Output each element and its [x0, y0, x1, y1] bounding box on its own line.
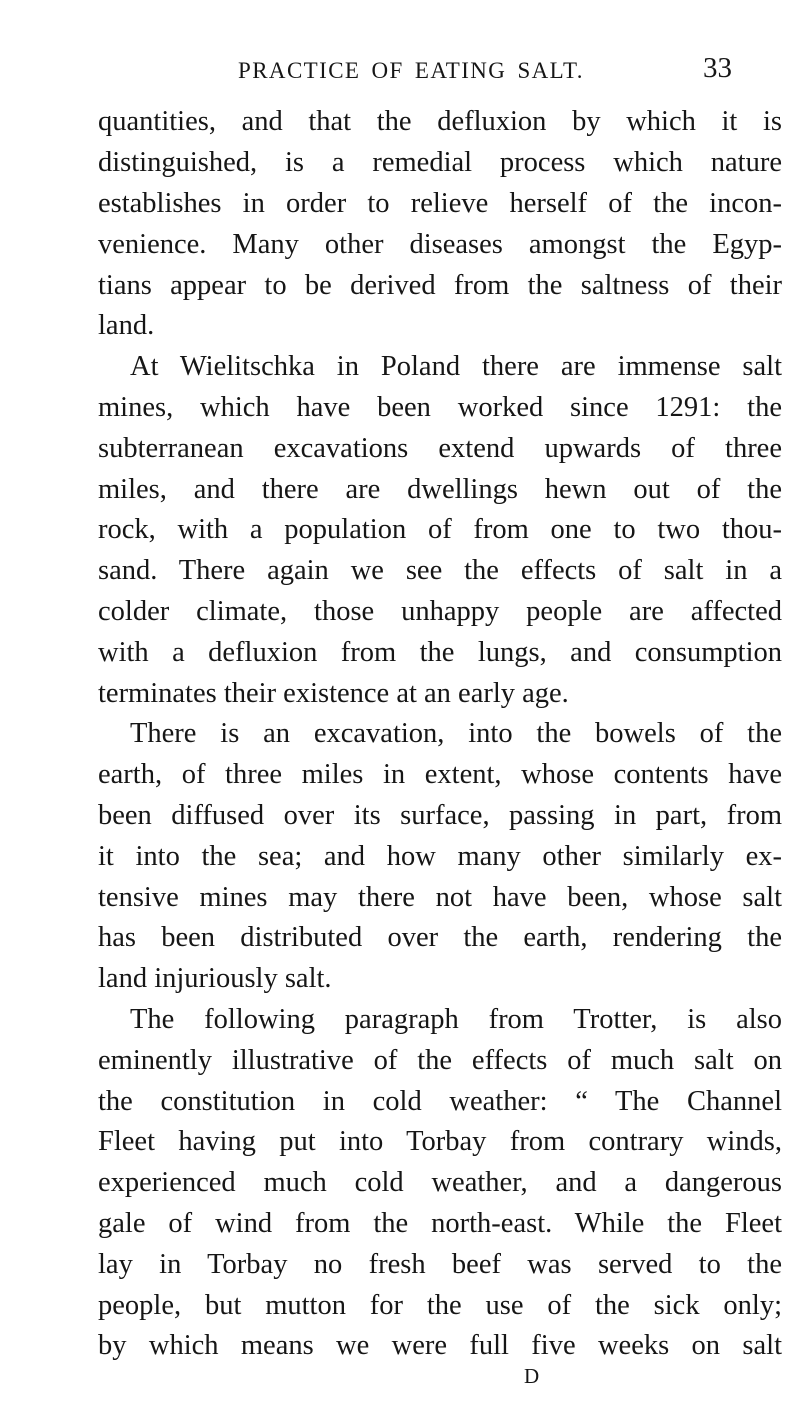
text-line: subterranean excavations extend upwards of three [98, 433, 782, 464]
text-line: been diffused over its surface, passing in part, from [98, 800, 782, 831]
text-line: tians appear to be derived from the saltness of their [98, 270, 782, 301]
text-line: experienced much cold weather, and a dangerous [98, 1167, 782, 1198]
text-line: establishes in order to relieve herself of the incon- [98, 188, 782, 219]
text-line: miles, and there are dwellings hewn out of the [98, 474, 782, 505]
text-line: by which means we were full five weeks on salt [98, 1330, 782, 1361]
text-line: the constitution in cold weather: “ The Channel [98, 1086, 782, 1117]
text-line: terminates their existence at an early age. [98, 678, 569, 709]
text-line: rock, with a population of from one to two thou- [98, 514, 782, 545]
text-line: eminently illustrative of the effects of much salt on [98, 1045, 782, 1076]
text-line: sand. There again we see the effects of salt in a [98, 555, 782, 586]
text-line: with a defluxion from the lungs, and consumption [98, 637, 782, 668]
text-line: lay in Torbay no fresh beef was served to the [98, 1249, 782, 1280]
signature-mark: D [524, 1364, 540, 1388]
text-line: mines, which have been worked since 1291: the [98, 392, 782, 423]
text-line: tensive mines may there not have been, whose salt [98, 882, 782, 913]
text-line: people, but mutton for the use of the sick only; [98, 1290, 782, 1321]
text-line: colder climate, those unhappy people are affected [98, 596, 782, 627]
text-line: quantities, and that the defluxion by which it is [98, 106, 782, 137]
running-head: PRACTICE OF EATING SALT. [238, 58, 584, 83]
text-line: gale of wind from the north-east. While the Fleet [98, 1208, 782, 1239]
text-line: venience. Many other diseases amongst the Egyp- [98, 229, 782, 260]
text-line: The following paragraph from Trotter, is also [130, 1004, 782, 1035]
text-line: At Wielitschka in Poland there are immense salt [130, 351, 782, 382]
text-line: distinguished, is a remedial process which nature [98, 147, 782, 178]
page-number: 33 [703, 52, 732, 84]
text-line: has been distributed over the earth, rendering the [98, 922, 782, 953]
text-line: land. [98, 310, 155, 341]
text-line: land injuriously salt. [98, 963, 332, 994]
text-line: There is an excavation, into the bowels of the [130, 718, 782, 749]
text-line: it into the sea; and how many other similarly ex- [98, 841, 782, 872]
text-line: Fleet having put into Torbay from contrary winds, [98, 1126, 782, 1157]
text-line: earth, of three miles in extent, whose contents have [98, 759, 782, 790]
